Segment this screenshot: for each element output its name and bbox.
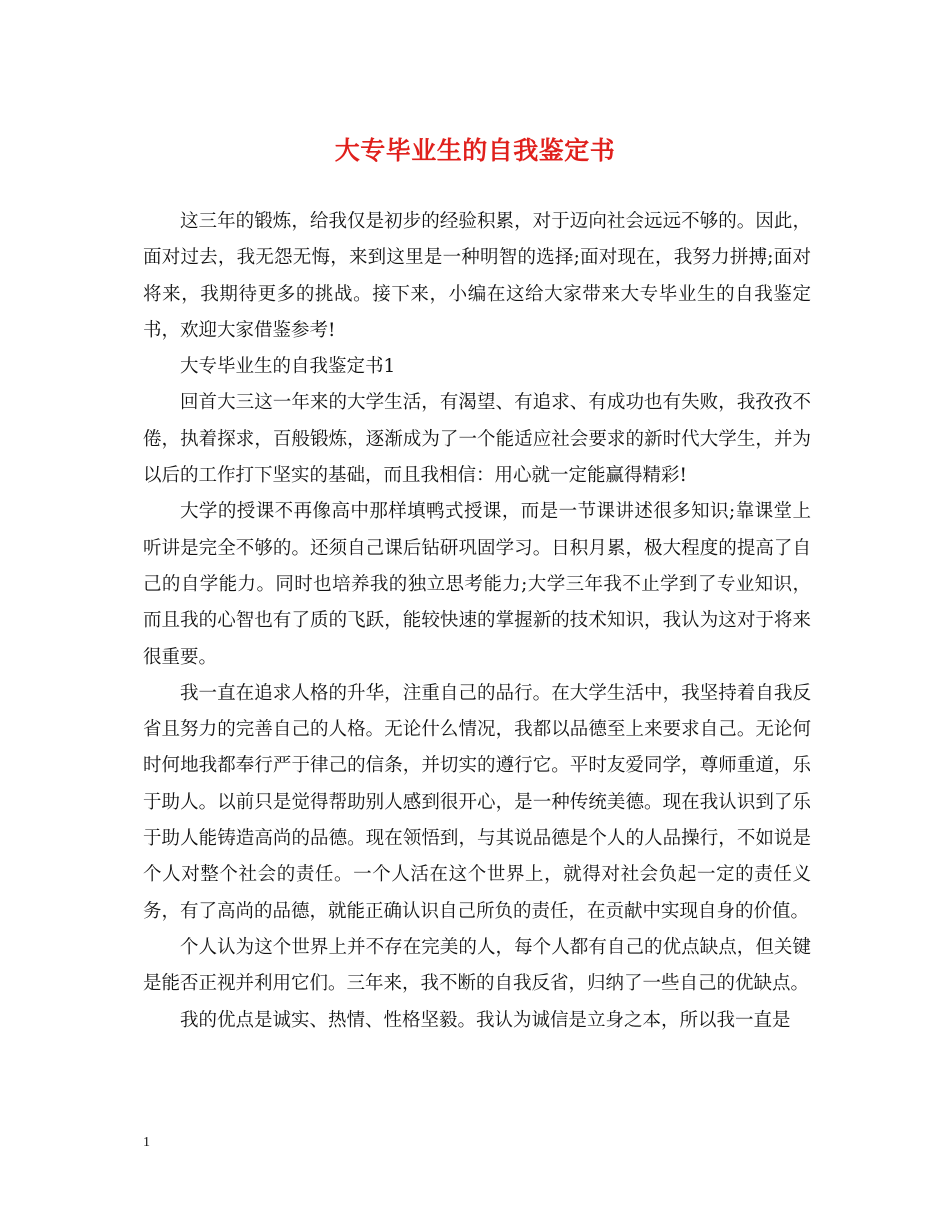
- paragraph: 大学的授课不再像高中那样填鸭式授课，而是一节课讲述很多知识;靠课堂上听讲是完全不够的。还须自己课后钻研巩固学习。日积月累，极大程度的提高了自己的自学能力。同时也培养我的独立思考能力;大学三年我不止学到了专业知识，而且我的心智也有了质的飞跃，能较快速的掌握新的技术知识，我认为这对于将来很重要。: [143, 501, 811, 668]
- paragraph-intro: 这三年的锻炼，给我仅是初步的经验积累，对于迈向社会远远不够的。因此，面对过去，我无怨无悔，来到这里是一种明智的选择;面对现在，我努力拼搏;面对将来，我期待更多的挑战。接下来，小编在这给大家带来大专毕业生的自我鉴定书，欢迎大家借鉴参考!: [143, 211, 811, 341]
- paragraph: 我的优点是诚实、热情、性格坚毅。我认为诚信是立身之本，所以我一直是: [180, 1009, 791, 1031]
- document-body: [143, 204, 811, 1039]
- page-number: 1: [143, 1135, 150, 1150]
- paragraph: 我一直在追求人格的升华，注重自己的品行。在大学生活中，我坚持着自我反省且努力的完善自己的人格。无论什么情况，我都以品德至上来要求自己。无论何时何地我都奉行严于律己的信条，并切实的遵行它。平时友爱同学，尊师重道，乐于助人。以前只是觉得帮助别人感到很开心，是一种传统美德。现在我认识到了乐于助人能铸造高尚的品德。现在领悟到，与其说品德是个人的人品操行，不如说是个人对整个社会的责任。一个人活在这个世界上，就得对社会负起一定的责任义务，有了高尚的品德，就能正确认识自己所负的责任，在贡献中实现自身的价值。: [143, 682, 811, 922]
- paragraph: 个人认为这个世界上并不存在完美的人，每个人都有自己的优点缺点，但关键是能否正视并利用它们。三年来，我不断的自我反省，归纳了一些自己的优缺点。: [143, 936, 811, 995]
- document-title: 大专毕业生的自我鉴定书: [334, 136, 616, 165]
- paragraph: 回首大三这一年来的大学生活，有渴望、有追求、有成功也有失败，我孜孜不倦，执着探求，百般锻炼，逐渐成为了一个能适应社会要求的新时代大学生，并为以后的工作打下坚实的基础，而且我相信：用心就一定能赢得精彩!: [143, 392, 811, 487]
- section-heading: 大专毕业生的自我鉴定书1: [180, 356, 396, 378]
